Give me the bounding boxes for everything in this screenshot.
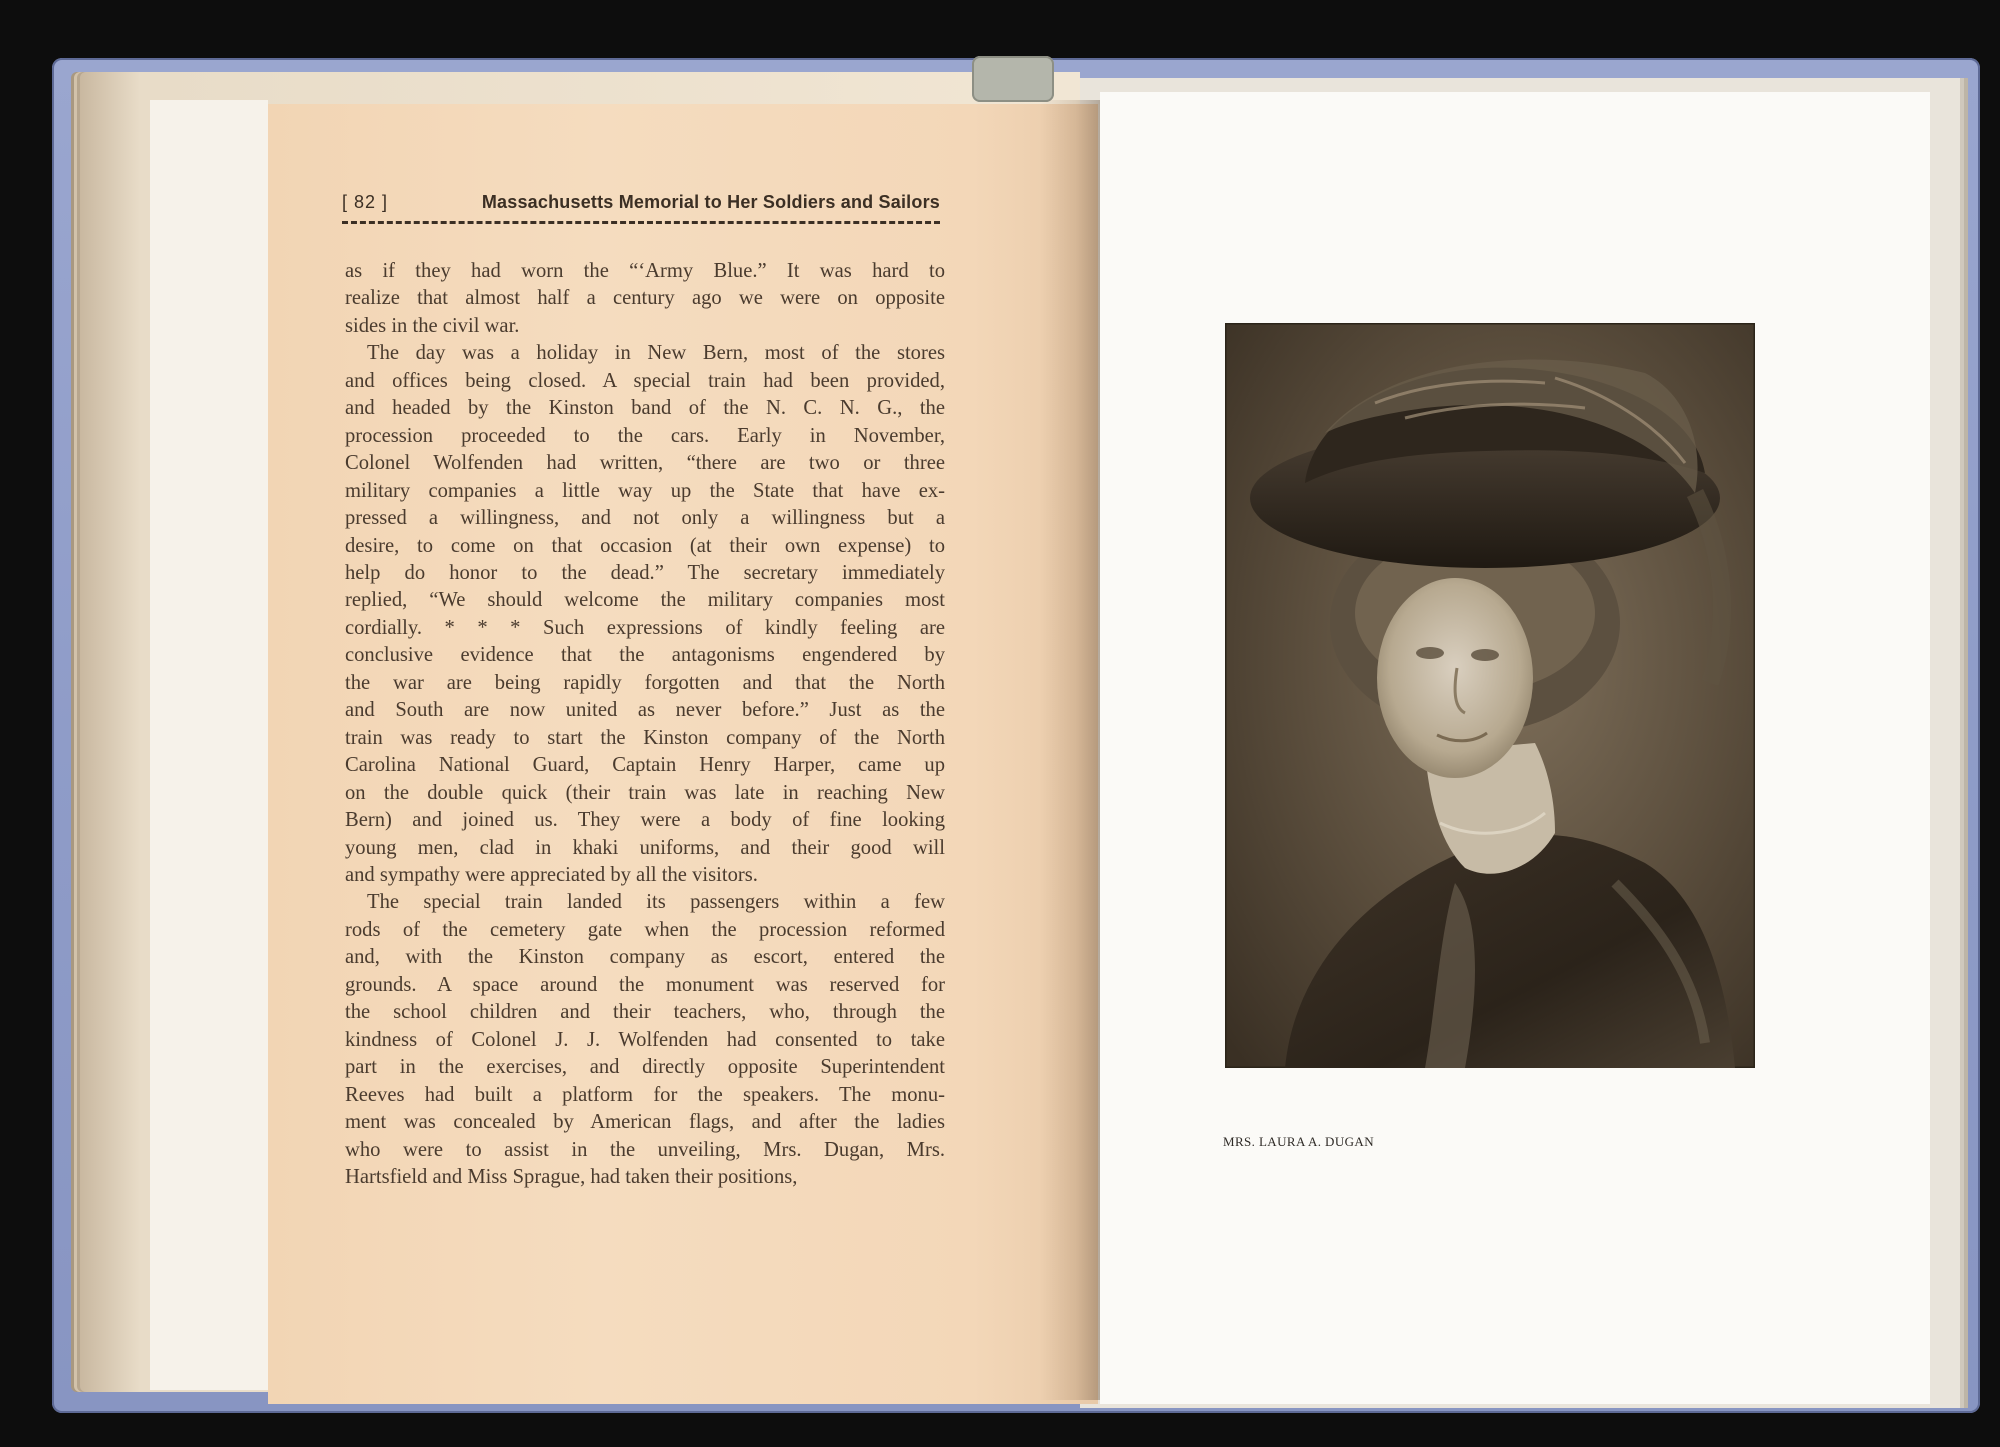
header-rule bbox=[342, 221, 940, 224]
portrait-photo bbox=[1225, 323, 1755, 1068]
text-line: young men, clad in khaki uniforms, and their good will bbox=[345, 836, 945, 859]
text-line: Bern) and joined us. They were a body of fine looking bbox=[345, 809, 945, 832]
running-head bbox=[342, 186, 940, 222]
text-line: on the double quick (their train was late in reaching New bbox=[345, 781, 945, 804]
text-line: replied, “We should welcome the military companies most bbox=[345, 589, 945, 612]
text-line: train was ready to start the Kinston company of the North bbox=[345, 726, 945, 749]
body-text bbox=[345, 258, 945, 1191]
text-line: rods of the cemetery gate when the procession reformed bbox=[345, 918, 945, 941]
text-line: procession proceeded to the cars. Early in November, bbox=[345, 424, 945, 447]
inserted-leaf-edge bbox=[150, 100, 268, 1390]
text-line: Hartsfield and Miss Sprague, had taken their positions, bbox=[345, 1165, 798, 1188]
text-line: The special train landed its passengers within a few bbox=[367, 891, 945, 914]
text-line: ment was concealed by American flags, and after the ladies bbox=[345, 1111, 945, 1134]
text-line: and sympathy were appreciated by all the visitors. bbox=[345, 863, 758, 886]
text-line: sides in the civil war. bbox=[345, 314, 520, 337]
text-line: Carolina National Guard, Captain Henry Harper, came up bbox=[345, 754, 945, 777]
text-line: Colonel Wolfenden had written, “there are two or three bbox=[345, 452, 945, 475]
text-line: realize that almost half a century ago we were on opposite bbox=[345, 287, 945, 310]
text-line: and offices being closed. A special train had been provided, bbox=[345, 369, 945, 392]
text-line: pressed a willingness, and not only a willingness but a bbox=[345, 507, 945, 530]
text-line: grounds. A space around the monument was reserved for bbox=[345, 973, 945, 996]
text-line: cordially. * * * Such expressions of kindly feeling are bbox=[345, 616, 945, 639]
text-line: part in the exercises, and directly opposite Superintendent bbox=[345, 1056, 945, 1079]
text-line: and headed by the Kinston band of the N. C. N. G., the bbox=[345, 397, 945, 420]
text-line: who were to assist in the unveiling, Mrs. Dugan, Mrs. bbox=[345, 1138, 945, 1161]
text-line: and South are now united as never before.” Just as the bbox=[345, 699, 945, 722]
text-line: as if they had worn the “‘Army Blue.” It was hard to bbox=[345, 260, 945, 282]
text-line: and, with the Kinston company as escort, entered the bbox=[345, 946, 945, 969]
spine-headband bbox=[972, 56, 1054, 102]
text-line: the school children and their teachers, who, through the bbox=[345, 1001, 945, 1024]
running-title: Massachusetts Memorial to Her Soldiers and Sailors bbox=[481, 192, 940, 212]
text-line: conclusive evidence that the antagonisms engendered by bbox=[345, 644, 945, 667]
page-number: [ 82 ] bbox=[342, 192, 389, 212]
text-line: the war are being rapidly forgotten and that the North bbox=[345, 671, 945, 694]
text-line: desire, to come on that occasion (at their own expense) to bbox=[345, 534, 945, 557]
text-line: Reeves had built a platform for the speakers. The monu- bbox=[345, 1083, 945, 1106]
photo-caption: MRS. LAURA A. DUGAN bbox=[1223, 1134, 1374, 1149]
text-line: military companies a little way up the State that have ex- bbox=[345, 479, 945, 502]
text-line: help do honor to the dead.” The secretary immediately bbox=[345, 561, 945, 584]
book-gutter bbox=[1040, 100, 1100, 1400]
text-line: The day was a holiday in New Bern, most of the stores bbox=[367, 342, 945, 365]
text-line: kindness of Colonel J. J. Wolfenden had consented to take bbox=[345, 1028, 945, 1051]
